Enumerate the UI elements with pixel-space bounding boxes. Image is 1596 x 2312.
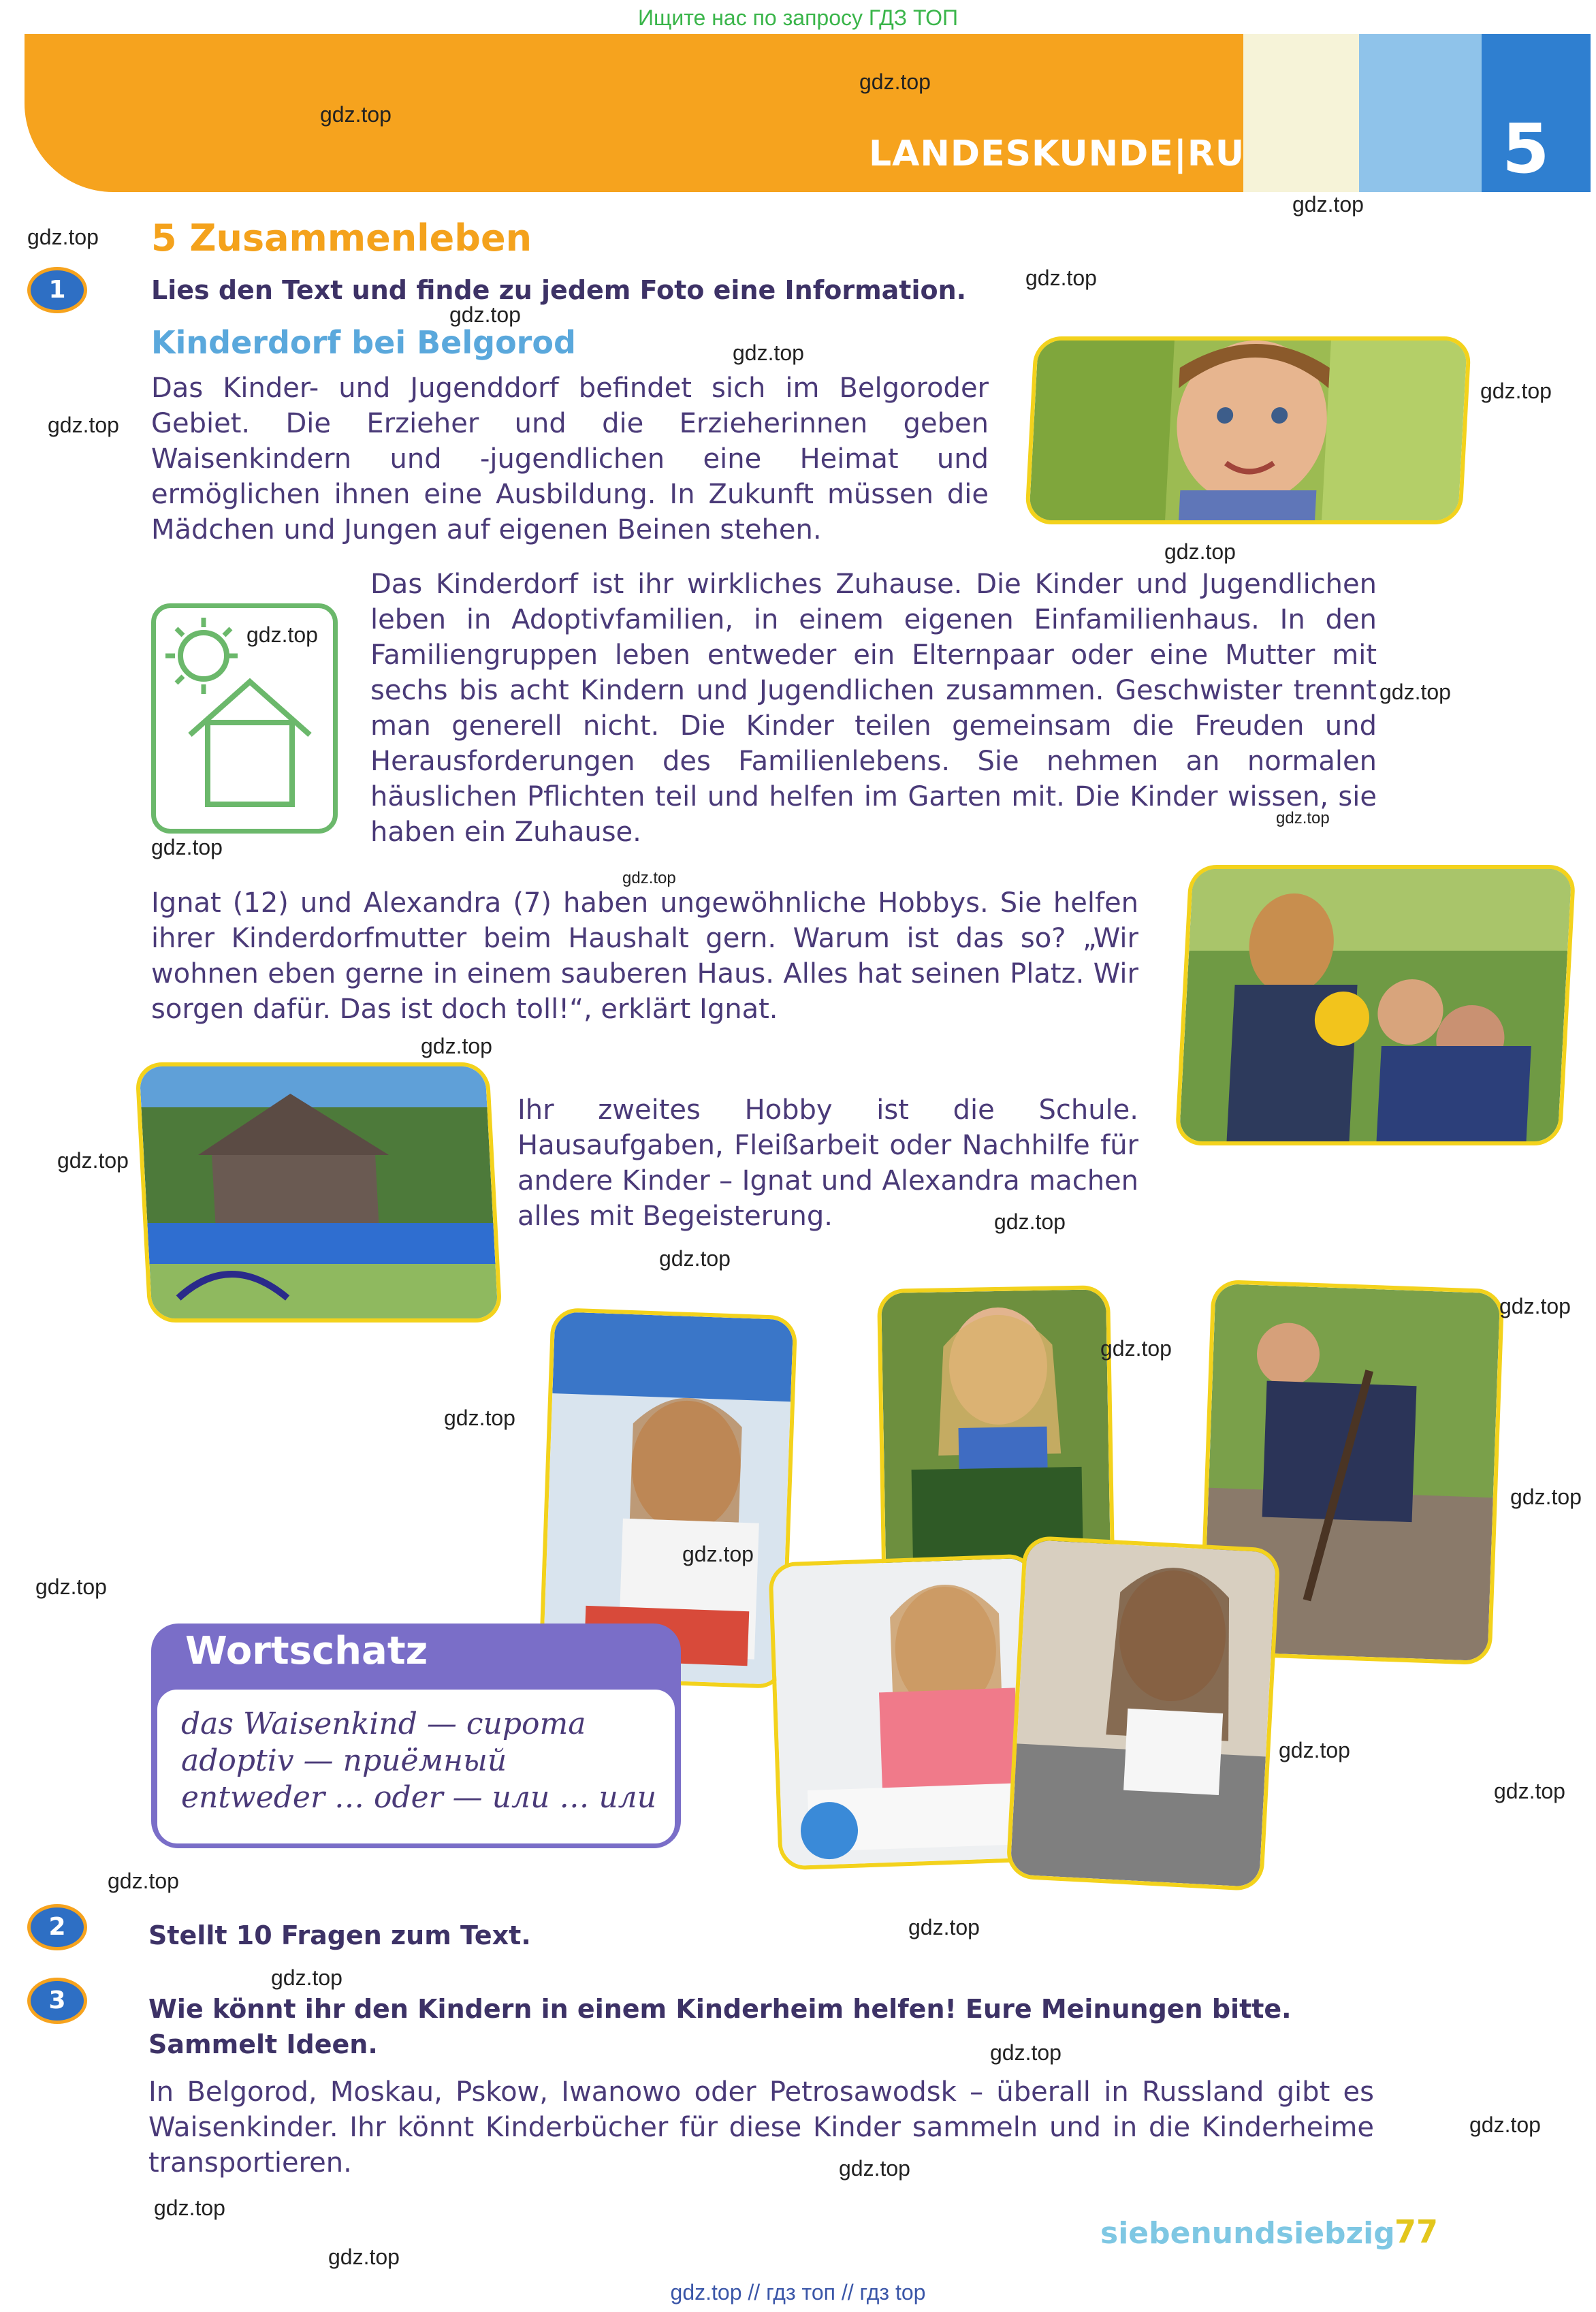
watermark: gdz.top: [1494, 1779, 1565, 1803]
watermark: gdz.top: [1292, 192, 1364, 217]
watermark: gdz.top: [421, 1034, 492, 1058]
watermark: gdz.top: [320, 102, 392, 127]
watermark: gdz.top: [1025, 266, 1097, 290]
watermark: gdz.top: [1379, 680, 1451, 704]
header-strip-sky: [1359, 34, 1482, 192]
watermark-small: gdz.top: [1276, 809, 1330, 827]
watermark: gdz.top: [151, 835, 223, 859]
task1-instruction: Lies den Text und finde zu jedem Foto eine Information.: [151, 275, 967, 305]
watermark: gdz.top: [659, 1246, 731, 1271]
watermark: gdz.top: [1480, 379, 1552, 403]
watermark: gdz.top: [908, 1915, 980, 1939]
watermark: gdz.top: [57, 1148, 129, 1173]
watermark: gdz.top: [449, 302, 521, 327]
photo-girl-studying: [768, 1553, 1046, 1870]
task3-text: In Belgorod, Moskau, Pskow, Iwanowo oder Petrosawodsk – überall in Russland gibt es Waisenkinder. Ihr könnt Kinderbücher für diese Kinder sammeln und in die Kinderheime transportieren.: [148, 2076, 1374, 2179]
watermark: gdz.top: [27, 225, 99, 249]
photo-wooden-house: [135, 1062, 502, 1323]
photo-boy-portrait: [1025, 336, 1471, 524]
watermark: gdz.top: [328, 2245, 400, 2269]
page-title: 5 Zusammenleben: [151, 217, 532, 259]
task-badge-1: 1: [27, 267, 87, 313]
page-number-word: siebenundsiebzig: [1100, 2216, 1395, 2251]
task3-instruction: Wie könnt ihr den Kindern in einem Kinderheim helfen! Eure Meinungen bitte. Sammelt Ideen.: [148, 1994, 1292, 2059]
watermark-small: gdz.top: [622, 869, 676, 887]
watermark: gdz.top: [682, 1542, 754, 1566]
watermark: gdz.top: [1279, 1738, 1350, 1762]
vocab-line-2: adoptiv — приёмный: [181, 1743, 507, 1778]
watermark: gdz.top: [859, 69, 931, 94]
vocab-line-3: entweder … oder — или … или: [181, 1780, 657, 1815]
task-badge-3: 3: [27, 1978, 87, 2024]
paragraph-3: Ignat (12) und Alexandra (7) haben ungewöhnliche Hobbys. Sie helfen ihrer Kinderdorfmutter beim Haushalt gern. Warum ist das so? „Wir wohnen eben gerne in einem sauberen Haus. Alles hat seinen Platz. Wir sorgen dafür. Das ist doch toll!“, erklärt Ignat.: [151, 887, 1138, 1025]
top-banner-link[interactable]: Ищите нас по запросу ГДЗ ТОП: [638, 5, 958, 30]
watermark: gdz.top: [108, 1869, 179, 1893]
task2-instruction: Stellt 10 Fragen zum Text.: [148, 1920, 531, 1950]
chapter-number: 5: [1502, 109, 1550, 189]
page-number: 77: [1394, 2213, 1439, 2250]
bottom-link-bar[interactable]: gdz.top // гдз топ // гдз top: [670, 2280, 926, 2305]
paragraph-2: Das Kinderdorf ist ihr wirkliches Zuhause. Die Kinder und Jugendlichen leben in Adoptivfamilien, in einem eigenen Einfamilienhaus. In den Familiengruppen leben entweder ein Elternpaar oder eine Mutter mit sechs bis acht Kindern und Jugendlichen zusammen. Geschwister trennt man generell nicht. Die Kinder teilen gemeinsam die Freuden und Herausforderungen des Familienlebens. Sie nehmen an normalen häuslichen Pflichten teil und helfen im Garten mit. Die Kinder wissen, sie haben ein Zuhause.: [370, 569, 1377, 848]
paragraph-1: Das Kinder- und Jugenddorf befindet sich im Belgoroder Gebiet. Die Erzieher und die Erzieherinnen geben Waisenkindern und -jugendlichen eine Heimat und ermöglichen ihnen eine Ausbildung. In Zukunft müssen die Mädchen und Jungen auf eigenen Beinen stehen.: [151, 373, 989, 545]
watermark: gdz.top: [246, 622, 318, 647]
watermark: gdz.top: [48, 413, 119, 437]
vocab-line-1: das Waisenkind — сирота: [181, 1707, 586, 1741]
watermark: gdz.top: [1100, 1336, 1172, 1361]
watermark: gdz.top: [1469, 2112, 1541, 2137]
photo-girl-washing-dishes: [1006, 1535, 1281, 1891]
watermark: gdz.top: [1510, 1485, 1582, 1509]
watermark: gdz.top: [1499, 1294, 1571, 1318]
header-strip-light: [1243, 34, 1359, 192]
watermark: gdz.top: [154, 2196, 225, 2220]
watermark: gdz.top: [444, 1406, 515, 1430]
watermark: gdz.top: [1164, 539, 1236, 564]
watermark: gdz.top: [35, 1574, 107, 1599]
watermark: gdz.top: [994, 1209, 1066, 1234]
wortschatz-title: Wortschatz: [185, 1629, 428, 1673]
watermark: gdz.top: [990, 2040, 1062, 2065]
task-badge-2: 2: [27, 1904, 87, 1950]
article-subheading: Kinderdorf bei Belgorod: [151, 324, 576, 361]
photo-mother-with-children: [1175, 865, 1576, 1145]
watermark: gdz.top: [271, 1965, 342, 1990]
watermark: gdz.top: [733, 341, 804, 365]
watermark: gdz.top: [839, 2156, 910, 2181]
paragraph-4: Ihr zweites Hobby ist die Schule. Hausaufgaben, Fleißarbeit oder Nachhilfe für andere Kinder – Ignat und Alexandra machen alles mit Begeisterung.: [517, 1094, 1138, 1232]
section-label: LANDESKUNDE|RU: [869, 133, 1245, 174]
